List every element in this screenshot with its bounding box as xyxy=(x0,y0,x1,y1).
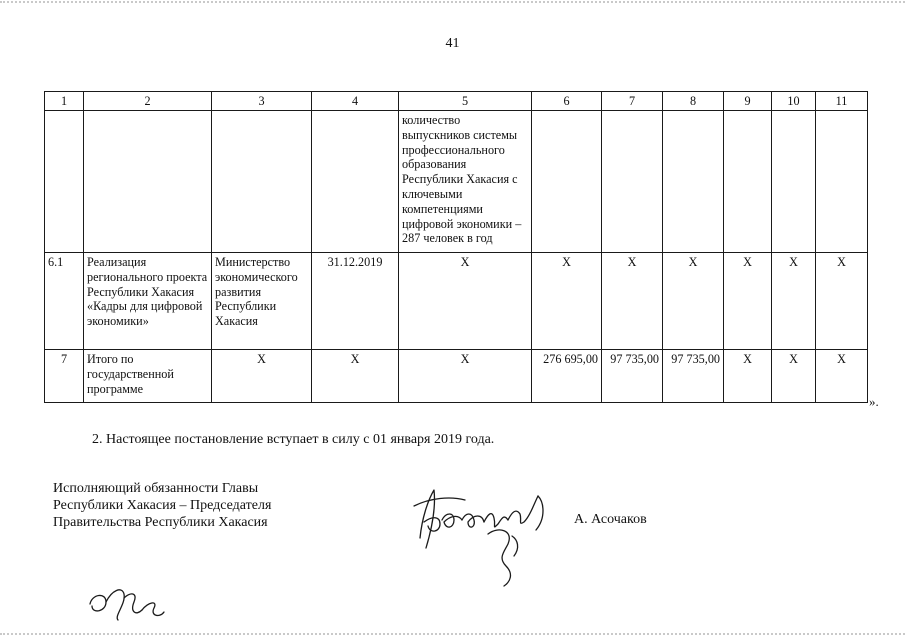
executor-cell: Министерство экономического развития Республики Хакасия xyxy=(212,253,312,350)
table-cell xyxy=(602,111,663,253)
table-cell: Х xyxy=(399,350,532,403)
table-cell: Х xyxy=(772,253,816,350)
scan-top-edge xyxy=(0,1,905,6)
row-number-cell: 6.1 xyxy=(45,253,84,350)
table-cell xyxy=(772,111,816,253)
header-cell: 11 xyxy=(816,92,868,111)
table-cell: Х xyxy=(816,253,868,350)
table-cell xyxy=(816,111,868,253)
program-table xyxy=(44,91,868,403)
amount-cell: 97 735,00 xyxy=(663,350,724,403)
table-cell: Х xyxy=(399,253,532,350)
header-cell: 2 xyxy=(84,92,212,111)
table-cell: Х xyxy=(532,253,602,350)
header-cell: 4 xyxy=(312,92,399,111)
signatory-line-1: Исполняющий обязанности Главы xyxy=(53,481,259,496)
header-cell: 7 xyxy=(602,92,663,111)
closing-quote: ». xyxy=(869,394,879,409)
table-row-6-1 xyxy=(45,253,868,350)
total-label-cell: Итого по государственной программе xyxy=(84,350,212,403)
table-cell: Х xyxy=(212,350,312,403)
signatory-title xyxy=(53,480,271,531)
table-cell: Х xyxy=(663,253,724,350)
table-cell xyxy=(45,111,84,253)
table-cell xyxy=(663,111,724,253)
row-number-cell: 7 xyxy=(45,350,84,403)
table-cell: Х xyxy=(816,350,868,403)
signatory-line-2: Республики Хакасия – Председателя xyxy=(53,498,272,513)
table-row-continuation xyxy=(45,111,868,253)
header-cell: 10 xyxy=(772,92,816,111)
header-cell: 6 xyxy=(532,92,602,111)
table-cell xyxy=(312,111,399,253)
handwritten-signature xyxy=(410,478,560,588)
header-cell: 3 xyxy=(212,92,312,111)
table-cell xyxy=(212,111,312,253)
page-number: 41 xyxy=(445,36,460,51)
amount-cell: 97 735,00 xyxy=(602,350,663,403)
table-cell xyxy=(532,111,602,253)
table-cell xyxy=(724,111,772,253)
amount-cell: 276 695,00 xyxy=(532,350,602,403)
table-row-7-total xyxy=(45,350,868,403)
table-cell: Х xyxy=(602,253,663,350)
event-name-cell: Реализация регионального проекта Республики Хакасия «Кадры для цифровой экономики» xyxy=(84,253,212,350)
table-cell: Х xyxy=(312,350,399,403)
signatory-line-3: Правительства Республики Хакасия xyxy=(53,515,268,530)
deadline-cell: 31.12.2019 xyxy=(312,253,399,350)
scan-bottom-edge xyxy=(0,633,905,638)
table-header-row xyxy=(45,92,868,111)
header-cell: 8 xyxy=(663,92,724,111)
header-cell: 5 xyxy=(399,92,532,111)
clause-2: 2. Настоящее постановление вступает в силу с 01 января 2019 года. xyxy=(92,432,495,447)
header-cell: 9 xyxy=(724,92,772,111)
table-cell xyxy=(84,111,212,253)
signatory-name: А. Асочаков xyxy=(574,512,647,527)
handwritten-initials xyxy=(84,582,170,622)
indicator-text-cell: количество выпускников системы профессионального образования Республики Хакасия с ключевыми компетенциями цифровой экономики – 287 человек в год xyxy=(399,111,532,253)
table-cell: Х xyxy=(724,253,772,350)
table-cell: Х xyxy=(772,350,816,403)
table-cell: Х xyxy=(724,350,772,403)
header-cell: 1 xyxy=(45,92,84,111)
